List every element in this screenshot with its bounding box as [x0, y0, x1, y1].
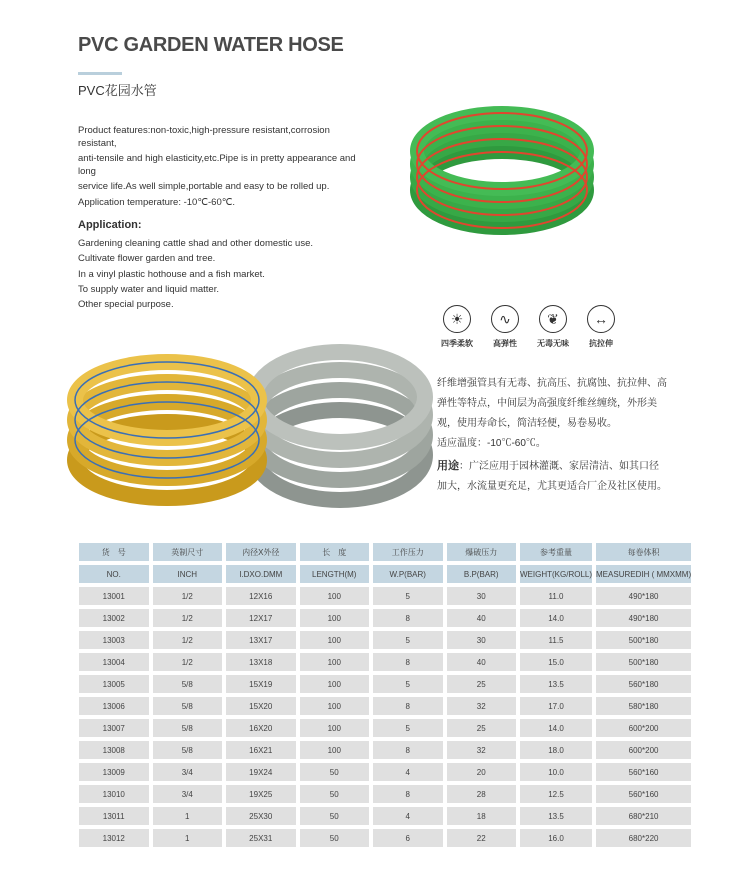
- table-cell: 8: [373, 785, 443, 803]
- application-heading: Application:: [78, 219, 142, 231]
- table-cell: 100: [300, 631, 370, 649]
- table-cell: 40: [447, 609, 517, 627]
- table-row: [79, 675, 691, 693]
- table-cell: 每卷体积: [596, 543, 691, 561]
- table-cell: LENGTH(M): [300, 565, 370, 583]
- table-cell: 5/8: [153, 697, 223, 715]
- table-cell: 货 号: [79, 543, 149, 561]
- table-cell: 490*180: [596, 609, 691, 627]
- feature-line: service life.As well simple,portable and easy to be rolled up.: [78, 181, 330, 192]
- table-cell: 4: [373, 763, 443, 781]
- table-cell: 500*180: [596, 653, 691, 671]
- sun-snow-icon: ☀: [443, 305, 471, 333]
- wave-icon: ∿: [491, 305, 519, 333]
- table-cell: 28: [447, 785, 517, 803]
- table-cell: 18.0: [520, 741, 592, 759]
- icon-label: 抗拉伸: [589, 339, 613, 348]
- table-cell: 13X17: [226, 631, 296, 649]
- table-cell: 25X30: [226, 807, 296, 825]
- table-row: [79, 653, 691, 671]
- table-cell: 5: [373, 587, 443, 605]
- chinese-description: [437, 374, 667, 454]
- feature-icon-item: [536, 305, 570, 349]
- table-cell: 11.5: [520, 631, 592, 649]
- table-cell: 13012: [79, 829, 149, 847]
- table-cell: 长 度: [300, 543, 370, 561]
- table-cell: 32: [447, 697, 517, 715]
- table-cell: 100: [300, 741, 370, 759]
- chinese-usage: [437, 456, 667, 497]
- table-cell: 13.5: [520, 807, 592, 825]
- table-cell: 580*180: [596, 697, 691, 715]
- table-cell: 工作压力: [373, 543, 443, 561]
- table-cell: 600*200: [596, 719, 691, 737]
- application-item: Cultivate flower garden and tree.: [78, 253, 216, 265]
- table-cell: B.P(BAR): [447, 565, 517, 583]
- table-cell: 680*210: [596, 807, 691, 825]
- stretch-icon: ↔: [587, 305, 615, 333]
- table-row: [79, 609, 691, 627]
- table-cell: 32: [447, 741, 517, 759]
- table-header-en: [79, 565, 691, 583]
- table-cell: 15X20: [226, 697, 296, 715]
- feature-line: Product features:non-toxic,high-pressure resistant,corrosion resistant,: [78, 125, 330, 149]
- table-cell: 19X24: [226, 763, 296, 781]
- page-subtitle: PVC花园水管: [78, 83, 157, 98]
- table-row: [79, 829, 691, 847]
- table-cell: 25: [447, 719, 517, 737]
- table-cell: 参考重量: [520, 543, 592, 561]
- table-cell: 50: [300, 785, 370, 803]
- table-row: [79, 785, 691, 803]
- table-cell: 560*160: [596, 785, 691, 803]
- table-cell: 11.0: [520, 587, 592, 605]
- table-cell: 100: [300, 653, 370, 671]
- table-row: [79, 587, 691, 605]
- table-cell: W.P(BAR): [373, 565, 443, 583]
- table-cell: 内径X外径: [226, 543, 296, 561]
- table-cell: 6: [373, 829, 443, 847]
- table-cell: 14.0: [520, 609, 592, 627]
- features-text: [78, 125, 368, 212]
- table-cell: 13009: [79, 763, 149, 781]
- table-cell: 5/8: [153, 719, 223, 737]
- table-cell: 17.0: [520, 697, 592, 715]
- table-cell: 8: [373, 741, 443, 759]
- table-cell: 16X20: [226, 719, 296, 737]
- table-cell: 13011: [79, 807, 149, 825]
- table-row: [79, 631, 691, 649]
- table-cell: 490*180: [596, 587, 691, 605]
- table-cell: 8: [373, 653, 443, 671]
- application-item: Gardening cleaning cattle shad and other domestic use.: [78, 238, 314, 249]
- table-cell: 100: [300, 697, 370, 715]
- table-cell: 600*200: [596, 741, 691, 759]
- table-cell: 680*220: [596, 829, 691, 847]
- table-cell: 40: [447, 653, 517, 671]
- table-cell: 5: [373, 719, 443, 737]
- green-hose-image: [405, 95, 600, 240]
- table-cell: 100: [300, 675, 370, 693]
- table-header-cn: [79, 543, 691, 561]
- table-cell: I.DXO.DMM: [226, 565, 296, 583]
- table-cell: 5/8: [153, 675, 223, 693]
- table-cell: 13005: [79, 675, 149, 693]
- application-list: [78, 236, 313, 312]
- table-row: [79, 697, 691, 715]
- table-cell: 100: [300, 587, 370, 605]
- table-cell: 1: [153, 807, 223, 825]
- icon-label: 高弹性: [493, 339, 517, 348]
- usage-label: 用途: [437, 460, 459, 472]
- table-cell: 12.5: [520, 785, 592, 803]
- table-cell: MEASUREDIH ( MMXMM): [596, 565, 691, 583]
- usage-text: ：广泛应用于园林灌溉、家居清洁、如其口径加大，水流量更充足，尤其更适合厂企及社区使用。: [437, 461, 667, 492]
- feature-icon-item: [440, 305, 474, 349]
- table-cell: 13010: [79, 785, 149, 803]
- icon-label: 无毒无味: [537, 339, 569, 348]
- table-cell: 3/4: [153, 785, 223, 803]
- table-cell: 25X31: [226, 829, 296, 847]
- table-row: [79, 741, 691, 759]
- table-cell: 3/4: [153, 763, 223, 781]
- feature-icons: [440, 305, 618, 349]
- table-cell: 10.0: [520, 763, 592, 781]
- table-cell: 13004: [79, 653, 149, 671]
- table-cell: 4: [373, 807, 443, 825]
- feature-line: Application temperature: -10℃-60℃.: [78, 196, 236, 208]
- table-cell: 50: [300, 807, 370, 825]
- table-cell: 1: [153, 829, 223, 847]
- table-cell: 16X21: [226, 741, 296, 759]
- page-title: PVC GARDEN WATER HOSE: [78, 34, 344, 56]
- table-cell: 19X25: [226, 785, 296, 803]
- table-cell: 18: [447, 807, 517, 825]
- title-underline: [78, 72, 122, 75]
- table-cell: 22: [447, 829, 517, 847]
- table-cell: 5: [373, 675, 443, 693]
- table-cell: WEIGHT(KG/ROLL): [520, 565, 592, 583]
- table-cell: 25: [447, 675, 517, 693]
- spec-table: [75, 539, 695, 851]
- table-cell: INCH: [153, 565, 223, 583]
- table-cell: 1/2: [153, 653, 223, 671]
- table-cell: NO.: [79, 565, 149, 583]
- table-cell: 12X17: [226, 609, 296, 627]
- table-cell: 20: [447, 763, 517, 781]
- table-cell: 15X19: [226, 675, 296, 693]
- table-cell: 英制尺寸: [153, 543, 223, 561]
- table-cell: 13007: [79, 719, 149, 737]
- feature-line: anti-tensile and high elasticity,etc.Pipe is in pretty appearance and long: [78, 153, 356, 177]
- table-cell: 14.0: [520, 719, 592, 737]
- table-cell: 16.0: [520, 829, 592, 847]
- table-cell: 8: [373, 609, 443, 627]
- table-cell: 5: [373, 631, 443, 649]
- icon-label: 四季柔软: [441, 339, 473, 348]
- table-cell: 15.0: [520, 653, 592, 671]
- table-cell: 13002: [79, 609, 149, 627]
- table-cell: 5/8: [153, 741, 223, 759]
- table-row: [79, 807, 691, 825]
- table-cell: 1/2: [153, 631, 223, 649]
- table-row: [79, 763, 691, 781]
- table-cell: 500*180: [596, 631, 691, 649]
- application-item: In a vinyl plastic hothouse and a fish market.: [78, 268, 265, 280]
- table-cell: 560*180: [596, 675, 691, 693]
- table-cell: 50: [300, 763, 370, 781]
- table-cell: 13.5: [520, 675, 592, 693]
- feature-icon-item: [488, 305, 522, 349]
- table-cell: 1/2: [153, 609, 223, 627]
- table-cell: 30: [447, 587, 517, 605]
- table-cell: 1/2: [153, 587, 223, 605]
- yellow-hose-image: [62, 345, 277, 510]
- table-cell: 560*160: [596, 763, 691, 781]
- table-cell: 13008: [79, 741, 149, 759]
- table-cell: 13003: [79, 631, 149, 649]
- table-cell: 50: [300, 829, 370, 847]
- application-item: Other special purpose.: [78, 299, 174, 311]
- leaf-icon: ❦: [539, 305, 567, 333]
- table-cell: 100: [300, 609, 370, 627]
- table-cell: 8: [373, 697, 443, 715]
- feature-icon-item: [584, 305, 618, 349]
- table-cell: 30: [447, 631, 517, 649]
- cn-desc-text: 纤维增强管具有无毒、抗高压、抗腐蚀、抗拉伸、高弹性等特点，中间层为高强度纤维丝缠绕，外形美观，使用寿命长，简洁轻便，易卷易收。: [437, 378, 667, 429]
- table-cell: 13001: [79, 587, 149, 605]
- table-cell: 12X16: [226, 587, 296, 605]
- cn-temperature: 适应温度：-10℃-60℃。: [437, 438, 546, 449]
- table-cell: 13X18: [226, 653, 296, 671]
- table-cell: 爆破压力: [447, 543, 517, 561]
- table-cell: 13006: [79, 697, 149, 715]
- table-row: [79, 719, 691, 737]
- table-cell: 100: [300, 719, 370, 737]
- application-item: To supply water and liquid matter.: [78, 283, 219, 295]
